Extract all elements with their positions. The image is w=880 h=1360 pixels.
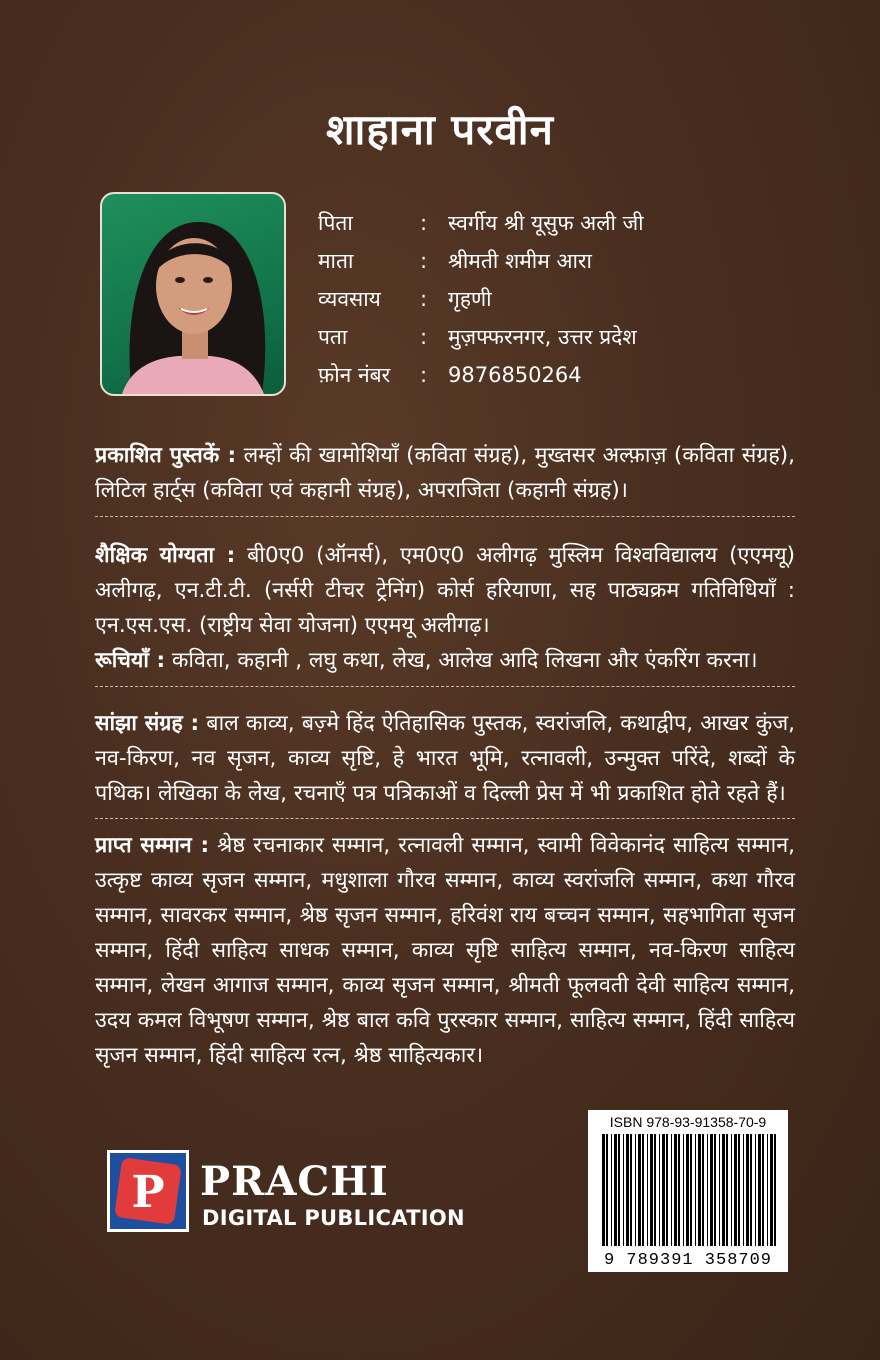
published-books-text: लम्हों की खामोशियाँ (कविता संग्रह), मुख्तसर अल्फ़ाज़ (कविता संग्रह), लिटिल हार्ट्स (कविता एवं कहानी संग्रह), अपराजिता (कहानी संग्रह)। (95, 443, 795, 503)
joint-collection-text: बाल काव्य, बज़्मे हिंद ऐतिहासिक पुस्तक, स्वरांजलि, कथाद्वीप, आखर कुंज, नव-किरण, नव सृजन, काव्य सृष्टि, हे भारत भूमि, रत्नावली, उन्मुक्त परिंदे, शब्दों के पथिक। लेखिका के लेख, रचनाएँ पत्र पत्रिकाओं व दिल्ली प्रेस में भी प्रकाशित होते रहते हैं। (95, 711, 796, 806)
info-label: पिता (318, 211, 353, 235)
awards-heading: प्राप्त सम्मान : (95, 833, 210, 858)
info-colon: : (420, 363, 428, 387)
author-info-table (318, 204, 644, 394)
isbn-digits: 9 789391 358709 (603, 1251, 773, 1270)
publisher-logo (107, 1150, 189, 1232)
hobbies-heading: रूचियाँ : (95, 648, 166, 673)
author-name: शाहाना परवीन (325, 105, 554, 154)
info-label: माता (318, 249, 354, 273)
section-divider (95, 516, 795, 517)
info-row-address (318, 318, 644, 356)
publisher-subtitle: DIGITAL PUBLICATION (202, 1206, 465, 1230)
isbn-barcode (588, 1110, 788, 1272)
info-colon: : (420, 211, 428, 235)
publisher-name: PRACHI (200, 1158, 389, 1205)
education-text: बी0ए0 (ऑनर्स), एम0ए0 अलीगढ़ मुस्लिम विश्वविद्यालय (एएमयू) अलीगढ़, एन.टी.टी. (नर्सरी टीचर ट्रेनिंग) कोर्स हरियाणा, सह पाठ्यक्रम गतिविधियाँ : एन.एस.एस. (राष्ट्रीय सेवा योजना) एएमयू अलीगढ़। (95, 543, 795, 638)
author-photo (100, 192, 286, 396)
info-value: स्वर्गीय श्री यूसुफ अली जी (448, 211, 644, 235)
info-row-father (318, 204, 644, 242)
info-value: गृहणी (448, 287, 492, 311)
info-row-occupation (318, 280, 644, 318)
publisher-logo-letter: P (131, 1167, 165, 1218)
info-row-phone (318, 356, 644, 394)
published-books-section (95, 438, 795, 508)
joint-collection-section (95, 706, 795, 811)
info-value: मुज़फ्फरनगर, उत्तर प्रदेश (448, 325, 637, 349)
info-label: फ़ोन नंबर (318, 363, 391, 387)
published-books-heading: प्रकाशित पुस्तकें : (95, 443, 237, 468)
info-row-mother (318, 242, 644, 280)
section-divider (95, 686, 795, 687)
isbn-label: ISBN 978-93-91358-70-9 (609, 1114, 767, 1130)
publisher-logo-icon (110, 1153, 186, 1229)
education-heading: शैक्षिक योग्यता : (95, 543, 236, 568)
hobbies-text: कविता, कहानी , लघु कथा, लेख, आलेख आदि लिखना और एंकरिंग करना। (165, 648, 758, 673)
info-label: व्यवसाय (318, 287, 381, 311)
joint-collection-heading: सांझा संग्रह : (95, 711, 200, 736)
info-colon: : (420, 249, 428, 273)
education-section (95, 538, 795, 678)
info-value: श्रीमती शमीम आरा (448, 249, 592, 273)
section-divider (95, 818, 795, 819)
info-colon: : (420, 287, 428, 311)
awards-text: श्रेष्ठ रचनाकार सम्मान, रत्नावली सम्मान, स्वामी विवेकानंद साहित्य सम्मान, उत्कृष्ट काव्य सृजन सम्मान, मधुशाला गौरव सम्मान, काव्य स्वरांजलि सम्मान, कथा गौरव सम्मान, सावरकर सम्मान, श्रेष्ठ सृजन सम्मान, हरिवंश राय बच्चन सम्मान, सहभागिता सृजन सम्मान, हिंदी साहित्य साधक सम्मान, काव्य सृष्टि साहित्य सम्मान, नव-किरण साहित्य सम्मान, लेखन आगाज सम्मान, काव्य सृजन सम्मान, श्रीमती फूलवती देवी साहित्य सम्मान, उदय कमल विभूषण सम्मान, श्रेष्ठ बाल कवि पुरस्कार सम्मान, साहित्य सम्मान, हिंदी साहित्य सृजन सम्मान, हिंदी साहित्य रत्न, श्रेष्ठ साहित्यकार। (95, 833, 796, 1068)
barcode-icon (588, 1110, 788, 1272)
info-colon: : (420, 325, 428, 349)
info-value: 9876850264 (448, 363, 582, 387)
awards-section (95, 828, 795, 1073)
info-label: पता (318, 325, 348, 349)
author-portrait-icon (102, 194, 284, 394)
